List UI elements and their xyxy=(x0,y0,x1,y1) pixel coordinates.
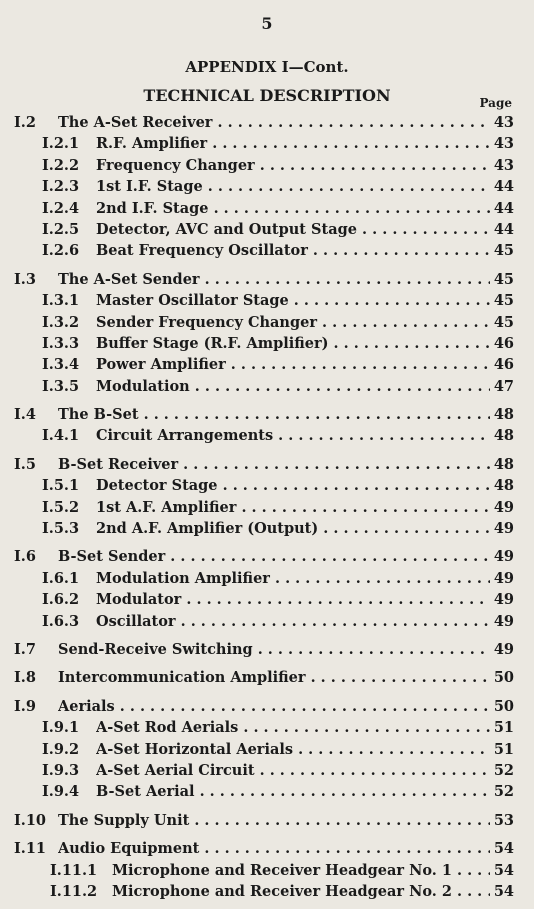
toc-entry-title: Power Amplifier . . . xyxy=(96,354,490,375)
toc-entry-number: I.6.3 xyxy=(42,612,80,630)
toc-entry xyxy=(14,333,514,354)
toc-entry xyxy=(14,219,514,240)
appendix-title: APPENDIX I—Cont. xyxy=(185,58,349,76)
toc-entry xyxy=(14,518,514,539)
toc-entry-title: Sender Frequency Changer . . . xyxy=(96,312,490,333)
toc-entry xyxy=(14,611,514,632)
toc-entry xyxy=(14,838,514,859)
toc-entry-page: 49 xyxy=(493,520,514,538)
toc-entry-number: I.2.1 xyxy=(42,135,80,153)
toc-entry-page: 52 xyxy=(493,783,514,801)
toc-entry xyxy=(14,881,514,902)
toc-entry-number: I.2.5 xyxy=(42,220,80,238)
toc-entry-title: 1st I.F. Stage . . . xyxy=(96,176,490,197)
toc-entry-title: Beat Frequency Oscillator . . . xyxy=(96,240,490,261)
toc-entry-page: 54 xyxy=(493,840,514,858)
toc-entry-title: Microphone and Receiver Headgear No. 2 . . . xyxy=(112,881,490,902)
toc-entry xyxy=(14,454,514,475)
toc-entry xyxy=(14,290,514,311)
toc-entry-page: 46 xyxy=(493,334,514,352)
toc-entry xyxy=(14,240,514,261)
toc-entry-title: Circuit Arrangements . . . xyxy=(96,425,490,446)
toc-entry-page: 51 xyxy=(493,740,514,758)
toc-entry xyxy=(14,475,514,496)
toc-entry-page: 46 xyxy=(493,356,514,374)
toc-entry-page: 51 xyxy=(493,719,514,737)
toc-entry-number: I.4.1 xyxy=(42,427,80,445)
toc-entry-number: I.9.2 xyxy=(42,740,80,758)
toc-entry-title: Intercommunication Amplifier . . . xyxy=(58,667,490,688)
toc-entry-number: I.3 xyxy=(14,270,36,288)
toc-entry-title: 2nd A.F. Amplifier (Output) . . . xyxy=(96,518,490,539)
toc-entry-number: I.2.4 xyxy=(42,199,80,217)
toc-entry xyxy=(14,696,514,717)
toc-entry-page: 45 xyxy=(493,242,514,260)
toc-entry-number: I.3.3 xyxy=(42,334,80,352)
toc-entry-number: I.5.1 xyxy=(42,477,80,495)
toc-entry xyxy=(14,497,514,518)
toc-entry-page: 49 xyxy=(493,640,514,658)
toc-entry-page: 49 xyxy=(493,591,514,609)
toc-entry-title: The A-Set Receiver . . . xyxy=(58,112,490,133)
toc-entry-page: 48 xyxy=(493,406,514,424)
toc-entry-number: I.9.1 xyxy=(42,719,80,737)
toc-entry xyxy=(14,667,514,688)
toc-entry-number: I.3.5 xyxy=(42,377,80,395)
toc-entry-page: 48 xyxy=(493,477,514,495)
toc-entry-number: I.6 xyxy=(14,548,36,566)
toc-entry-title: Modulation . . . xyxy=(96,376,490,397)
toc-entry-page: 43 xyxy=(493,156,514,174)
toc-entry-number: I.3.4 xyxy=(42,356,80,374)
toc-entry-title: 1st A.F. Amplifier . . . xyxy=(96,497,490,518)
toc-entry-title: The Supply Unit . . . xyxy=(58,810,490,831)
toc-entry-number: I.2.2 xyxy=(42,156,80,174)
toc-entry-page: 44 xyxy=(493,220,514,238)
toc-entry-number: I.9.4 xyxy=(42,783,80,801)
toc-entry-page: 44 xyxy=(493,199,514,217)
toc-entry-page: 48 xyxy=(493,455,514,473)
toc-entry xyxy=(14,198,514,219)
toc-entry xyxy=(14,269,514,290)
toc-entry-number: I.9.3 xyxy=(42,761,80,779)
toc-entry-number: I.5.3 xyxy=(42,520,80,538)
toc-entry-page: 49 xyxy=(493,612,514,630)
toc-entry-number: I.7 xyxy=(14,640,36,658)
page-column-label: Page xyxy=(479,96,512,110)
toc-entry-title: B-Set Sender . . . xyxy=(58,546,490,567)
toc-entry xyxy=(14,639,514,660)
toc-entry-title: Audio Equipment . . . xyxy=(58,838,490,859)
toc-entry xyxy=(14,760,514,781)
toc-entry-title: A-Set Horizontal Aerials . . . xyxy=(96,739,490,760)
toc-entry-number: I.6.1 xyxy=(42,569,80,587)
toc-entry-number: I.8 xyxy=(14,669,36,687)
toc-entry-number: I.2.3 xyxy=(42,178,80,196)
toc-entry xyxy=(14,546,514,567)
toc-entry-title: Frequency Changer . . . xyxy=(96,155,490,176)
toc-entry xyxy=(14,589,514,610)
toc-entry-number: I.9 xyxy=(14,697,36,715)
toc-entry-title: Send-Receive Switching . . . xyxy=(58,639,490,660)
toc-entry-number: I.11.1 xyxy=(50,861,98,879)
toc-entry-title: Detector, AVC and Output Stage . . . xyxy=(96,219,490,240)
toc-entry-number: I.3.2 xyxy=(42,313,80,331)
toc-entry xyxy=(14,354,514,375)
toc-entry-title: Aerials . . . xyxy=(58,696,490,717)
toc-entry-title: Buffer Stage (R.F. Amplifier) . . . xyxy=(96,333,490,354)
toc-entry-page: 45 xyxy=(493,270,514,288)
toc-entry xyxy=(14,404,514,425)
toc-entry xyxy=(14,860,514,881)
toc-entry-page: 47 xyxy=(493,377,514,395)
toc-entry-page: 49 xyxy=(493,498,514,516)
toc-entry-title: Detector Stage . . . xyxy=(96,475,490,496)
toc-entry-page: 53 xyxy=(493,811,514,829)
toc-entry-page: 54 xyxy=(493,861,514,879)
toc-entry xyxy=(14,155,514,176)
toc-entry-page: 45 xyxy=(493,313,514,331)
toc-entry-page: 50 xyxy=(493,669,514,687)
toc-entry xyxy=(14,176,514,197)
toc-entry-number: I.2 xyxy=(14,114,36,131)
toc-entry-number: I.11.2 xyxy=(50,882,98,900)
toc-entry-page: 52 xyxy=(493,761,514,779)
toc-entry-title: Master Oscillator Stage . . . xyxy=(96,290,490,311)
toc-entry-title: B-Set Aerial . . . xyxy=(96,781,490,802)
toc-entry-page: 50 xyxy=(493,697,514,715)
toc-entry-page: 48 xyxy=(493,427,514,445)
toc-entry-number: I.11 xyxy=(14,840,47,858)
toc-entry-title: 2nd I.F. Stage . . . xyxy=(96,198,490,219)
table-of-contents xyxy=(14,112,514,902)
toc-entry-page: 49 xyxy=(493,548,514,566)
toc-entry-number: I.4 xyxy=(14,406,36,424)
toc-entry-page: 45 xyxy=(493,292,514,310)
toc-entry-title: The A-Set Sender . . . xyxy=(58,269,490,290)
toc-entry-title: B-Set Receiver . . . xyxy=(58,454,490,475)
toc-entry xyxy=(14,312,514,333)
toc-entry-title: Microphone and Receiver Headgear No. 1 . . . xyxy=(112,860,490,881)
toc-entry xyxy=(14,133,514,154)
toc-entry xyxy=(14,717,514,738)
toc-entry-title: A-Set Rod Aerials . . . xyxy=(96,717,490,738)
toc-entry-number: I.5.2 xyxy=(42,498,80,516)
toc-entry xyxy=(14,810,514,831)
toc-entry-page: 44 xyxy=(493,178,514,196)
toc-entry-page: 54 xyxy=(493,882,514,900)
toc-entry-page: 43 xyxy=(493,135,514,153)
toc-entry xyxy=(14,112,514,133)
toc-entry-title: The B-Set . . . xyxy=(58,404,490,425)
toc-entry-title: R.F. Amplifier . . . xyxy=(96,133,490,154)
section-heading: TECHNICAL DESCRIPTION xyxy=(143,86,391,105)
toc-entry-number: I.10 xyxy=(14,811,47,829)
toc-entry xyxy=(14,739,514,760)
toc-entry xyxy=(14,376,514,397)
toc-entry-number: I.3.1 xyxy=(42,292,80,310)
toc-entry-title: Modulation Amplifier . . . xyxy=(96,568,490,589)
toc-entry-title: A-Set Aerial Circuit . . . xyxy=(96,760,490,781)
toc-entry-number: I.2.6 xyxy=(42,242,80,260)
toc-entry xyxy=(14,425,514,446)
toc-entry-title: Oscillator . . . xyxy=(96,611,490,632)
toc-entry xyxy=(14,568,514,589)
toc-entry xyxy=(14,781,514,802)
toc-entry-number: I.5 xyxy=(14,455,36,473)
toc-entry-number: I.6.2 xyxy=(42,591,80,609)
toc-entry-page: 49 xyxy=(493,569,514,587)
toc-entry-title: Modulator . . . xyxy=(96,589,490,610)
page-number: 5 xyxy=(261,14,273,33)
toc-entry-page: 43 xyxy=(493,114,514,131)
